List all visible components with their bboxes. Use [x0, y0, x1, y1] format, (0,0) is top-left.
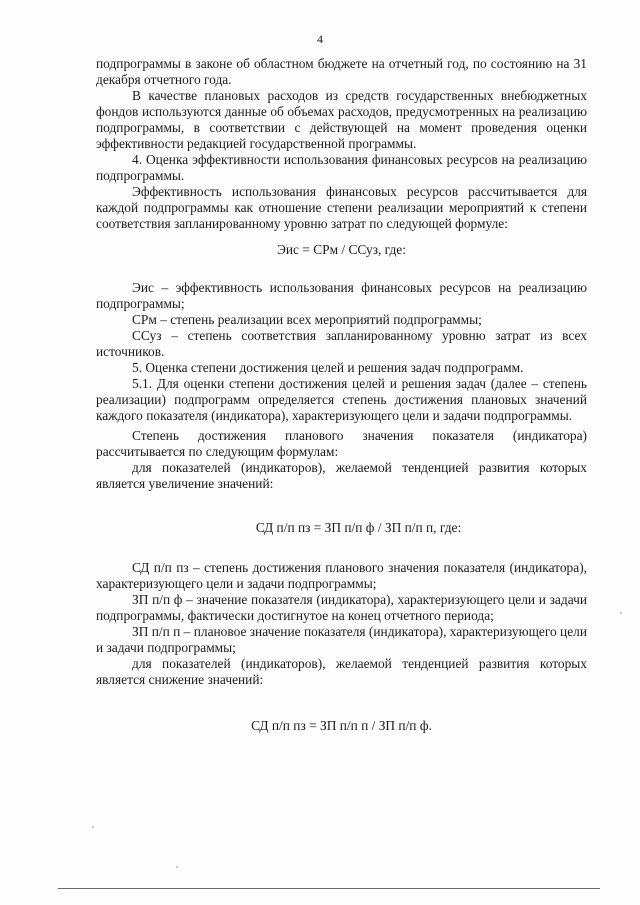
paragraph-calculation-intro: Степень достижения планового значения показателя (индикатора) рассчитывается по следующим формулам: — [96, 428, 587, 459]
formula-increase: СД п/п пз = ЗП п/п ф / ЗП п/п п, где: — [255, 520, 462, 535]
section-4-heading: 4. Оценка эффективности использования финансовых ресурсов на реализацию подпрограммы. — [96, 152, 587, 183]
paragraph-efficiency-definition: Эффективность использования финансовых ресурсов рассчитывается для каждой подпрограммы как отношение степени реализации мероприятий к степени соответствия запланированному уровню затрат по следующей формуле: — [96, 184, 587, 231]
definition-zp-pp-p: ЗП п/п п – плановое значение показателя (индикатора), характеризующего цели и задачи подпрограммы; — [96, 624, 587, 655]
scan-speck — [620, 612, 622, 614]
page-body — [96, 56, 587, 734]
paragraph-continuation: подпрограммы в законе об областном бюджете на отчетный год, по состоянию на 31 декабря отчетного года. — [96, 56, 587, 87]
definition-zp-pp-f: ЗП п/п ф – значение показателя (индикатора), характеризующего цели и задачи подпрограммы, фактически достигнутое на конец отчетного периода; — [96, 592, 587, 623]
definition-sd-pp-pz: СД п/п пз – степень достижения планового значения показателя (индикатора), характеризующего цели и задачи подпрограммы; — [96, 560, 587, 591]
paragraph-planned-expenses: В качестве плановых расходов из средств государственных внебюджетных фондов используются данные об объемах расходов, предусмотренных на реализацию подпрограммы, в соответствии с действующей на момент проведения оценки эффективности редакцией государственной программы. — [96, 88, 587, 151]
definition-ssuz: ССуз – степень соответствия запланированному уровню затрат из всех источников. — [96, 328, 587, 359]
scan-speck — [92, 826, 94, 828]
scan-speck — [176, 866, 178, 868]
page-number: 4 — [317, 32, 323, 46]
definition-srm: СРм – степень реализации всех мероприятий подпрограммы; — [132, 312, 482, 327]
paragraph-5-1: 5.1. Для оценки степени достижения целей и решения задач (далее – степень реализации) подпрограмм определяется степень достижения плановых значений каждого показателя (индикатора), характеризующего цели и задачи подпрограммы. — [96, 376, 587, 423]
paragraph-increase-case: для показателей (индикаторов), желаемой тенденцией развития которых является увеличение значений: — [96, 460, 587, 491]
formula-efficiency: Эис = СРм / ССуз, где: — [277, 242, 406, 257]
formula-decrease: СД п/п пз = ЗП п/п п / ЗП п/п ф. — [251, 718, 432, 733]
page-bottom-rule — [58, 888, 600, 889]
paragraph-decrease-case: для показателей (индикаторов), желаемой тенденцией развития которых является снижение значений: — [96, 656, 587, 687]
section-5-heading: 5. Оценка степени достижения целей и решения задач подпрограмм. — [132, 360, 524, 375]
definition-eis: Эис – эффективность использования финансовых ресурсов на реализацию подпрограммы; — [96, 280, 587, 311]
